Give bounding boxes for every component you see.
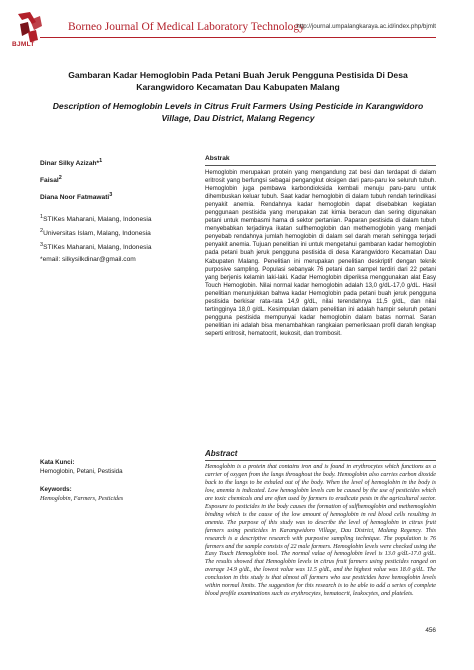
keywords-heading: Keywords: [40, 486, 72, 493]
author-2: Faisal$^2$ [40, 175, 62, 185]
kata-kunci-list: Hemoglobin, Petani, Pestisida [40, 468, 123, 475]
author-1: Dinar Silky Azizah*$^1$ [40, 158, 103, 168]
journal-title: Borneo Journal Of Medical Laboratory Technology [68, 21, 305, 33]
logo-text: BJMLT [12, 41, 35, 48]
article-title-english: Description of Hemoglobin Levels in Citrus Fruit Farmers Using Pesticide in Karangwidoro Village, Dau District, Malang Regency [52, 101, 424, 123]
abstract-divider [205, 460, 436, 461]
journal-header [0, 0, 474, 52]
header-divider [40, 37, 436, 38]
kata-kunci-heading: Kata Kunci: [40, 459, 75, 466]
keywords-list: Hemoglobin, Farmers, Pesticides [40, 495, 124, 502]
abstract-body: Hemoglobin is a protein that contains iron and is found in erythrocytes which functions as a carrier of oxygen from the lungs throughout the body. Hemoglobin also carries carbon dioxide back to the lungs to be exhaled out of the body. When the level of hemoglobin in the body is low, anemia is indicated. Low hemoglobin levels can be caused by the use of pesticides which are toxic chemicals and are often used by farmers to eradicate pests in the agricultural sector. Exposure to pesticides in the body causes the formation of sulfhemoglobin and methemoglobin binding which is the cause of the low amount of hemoglobin in red blood cells resulting in anemia. The purpose of this study was to describe the level of hemoglobin in citrus fruit farmers using pesticides in Karangwidoro Village, Dau District, Malang Regency. This research is a descriptive research with purposive sampling technique. The population is 76 farmers and the sample consists of 22 male farmers. Hemoglobin levels were checked using the Easy Touch Hemoglobin tool. The normal value of hemoglobin level is 13.0 g/dL-17.0 g/dL. The results showed that Hemoglobin levels in citrus fruit farmers using pesticides ranged on average 14.9 g/dL, the lowest value was 11.5 g/dL, and the highest value was 18.0 g/dL. The conclusion in this study is that almost all farmers who use pesticides have hemoglobin levels within normal limits. The suggestion for this research is to be able to add a series of complete blood profile examinations such as erythrocytes, hematocrit, leukocytes, and platelets. [205, 464, 436, 598]
journal-url-link[interactable]: http://journal.umpalangkaraya.ac.id/index.php/bjmlt [296, 23, 436, 30]
author-3: Diana Noor Fatmawati$^3$ [40, 192, 113, 202]
affiliation-3: $^3$STIKes Maharani, Malang, Indonesia [40, 241, 152, 251]
article-title-indonesian: Gambaran Kadar Hemoglobin Pada Petani Buah Jeruk Pengguna Pestisida Di Desa Karangwidoro Kecamatan Dau Kabupaten Malang [68, 70, 408, 92]
author-email[interactable]: *email: silkysilkdinar@gmail.com [40, 255, 136, 263]
abstrak-heading: Abstrak [205, 155, 230, 162]
affiliation-1: $^1$STIKes Maharani, Malang, Indonesia [40, 213, 152, 223]
page-number: 456 [425, 627, 436, 634]
abstract-heading: Abstract [205, 449, 238, 458]
affiliation-2: $^2$Universitas Islam, Malang, Indonesia [40, 227, 151, 237]
author-block [40, 154, 190, 265]
abstrak-divider [205, 165, 436, 166]
abstrak-body: Hemoglobin merupakan protein yang mengandung zat besi dan terdapat di dalam eritrosit yang berfungsi sebagai pengangkut oksigen dari paru-paru ke seluruh tubuh. Hemoglobin juga pembawa karbondioksida kembali menuju paru-paru untuk dihembuskan keluar tubuh. Saat kadar hemoglobin di dalam tubuh rendah terindikasi penyakit anemia. Rendahnya kadar hemoglobin dapat disebabkan kegiatan penggunaan pestisida yang merupakan zat kimia beracun dan sering digunakan petani untuk membasmi hama di sektor pertanian. Paparan pestisida di dalam tubuh menyebabkan terjadinya ikatan sulfhemoglobin dan methemoglobin yang menjadi penyebab rendahnya jumlah hemoglobin di dalam sel darah merah sehingga terjadi penyakit anemia. Tujuan penelitian ini untuk mengetahui gambaran kadar hemoglobin pada petani buah jeruk pengguna pestisida di desa Karangwidoro Kecamatan Dau Kabupaten Malang. Penelitian ini merupakan penelitian deskriptif dengan teknik purposive sampling. Populasi sebanyak 76 petani dan sampel terdiri dari 22 petani yang berjenis kelamin laki-laki. Kadar Hemoglobin diperiksa menggunakan alat Easy Touch Hemoglobin. Nilai normal kadar hemoglobin adalah 13,0 g/dL-17,0 g/dL. Hasil penelitian menunjukkan bahwa kadar Hemoglobin pada petani buah jeruk pengguna pestisida berkisar rata-rata 14,9 g/dL, nilai terendahnya 11,5 g/dL, dan nilai tertingginya 18,0 g/dL. Kesimpulan dalam penelitian ini adalah hampir seluruh petani pengguna pestisida mempunyai kadar hemoglobin dalam batas normal. Saran penelitian ini adalah bisa menambahkan rangkaian pemeriksaan profil darah lengkap seperti eritrosit, hematocrit, leukosit, dan trombosit. [205, 170, 436, 337]
